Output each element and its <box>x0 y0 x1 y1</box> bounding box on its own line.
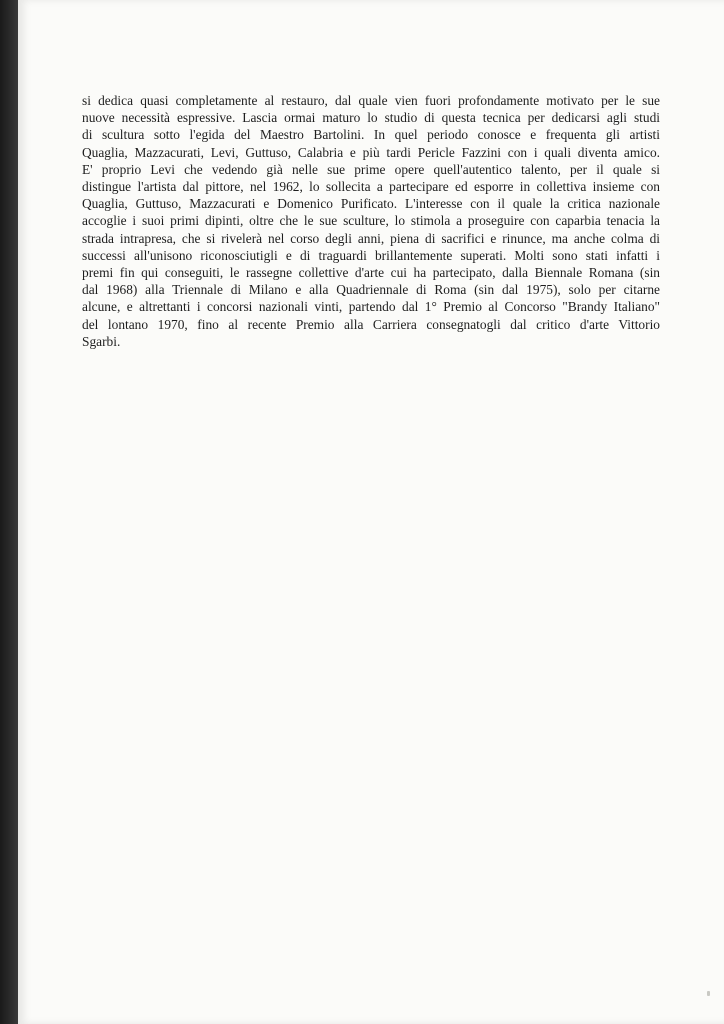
text-line: dal 1968) alla Triennale di Milano e alla Quadriennale di Roma (sin dal 1975), solo per citarne <box>82 282 660 298</box>
text-line: si dedica quasi completamente al restauro, dal quale vien fuori profondamente motivato per le sue <box>82 93 660 108</box>
text-line: Quaglia, Mazzacurati, Levi, Guttuso, Calabria e più tardi Pericle Fazzini con i quali diventa amico. <box>82 144 660 160</box>
text-line: E' proprio Levi che vedendo già nelle sue prime opere quell'autentico talento, per il quale si <box>82 161 660 177</box>
text-line: successi all'unisono riconosciutigli e di traguardi brillantemente superati. Molti sono stati infatti i <box>82 247 660 263</box>
text-line: strada intrapresa, che si rivelerà nel corso degli anni, piena di sacrifici e rinunce, ma anche colma di <box>82 230 660 246</box>
body-paragraph <box>82 92 660 350</box>
text-line: del lontano 1970, fino al recente Premio alla Carriera consegnatogli dal critico d'arte Vittorio <box>82 316 660 332</box>
text-line: nuove necessità espressive. Lascia ormai maturo lo studio di questa tecnica per dedicarsi agli studi <box>82 110 660 126</box>
text-line: premi fin qui conseguiti, le rassegne collettive d'arte cui ha partecipato, dalla Biennale Romana (sin <box>82 265 660 281</box>
paper-sheet <box>18 0 724 1024</box>
text-line-last: Sgarbi. <box>82 333 121 349</box>
scanner-edge <box>0 0 18 1024</box>
text-line: accoglie i suoi primi dipinti, oltre che le sue sculture, lo stimola a proseguire con caparbia tenacia la <box>82 213 660 229</box>
text-line: Quaglia, Guttuso, Mazzacurati e Domenico Purificato. L'interesse con il quale la critica nazionale <box>82 196 660 212</box>
text-line: distingue l'artista dal pittore, nel 1962, lo sollecita a partecipare ed esporre in collettiva insieme con <box>82 179 660 195</box>
text-line: alcune, e altrettanti i concorsi nazionali vinti, partendo dal 1° Premio al Concorso "Brandy Italiano" <box>82 299 660 315</box>
scan-speck <box>707 991 710 996</box>
text-line: di scultura sotto l'egida del Maestro Bartolini. In quel periodo conosce e frequenta gli artisti <box>82 127 660 143</box>
